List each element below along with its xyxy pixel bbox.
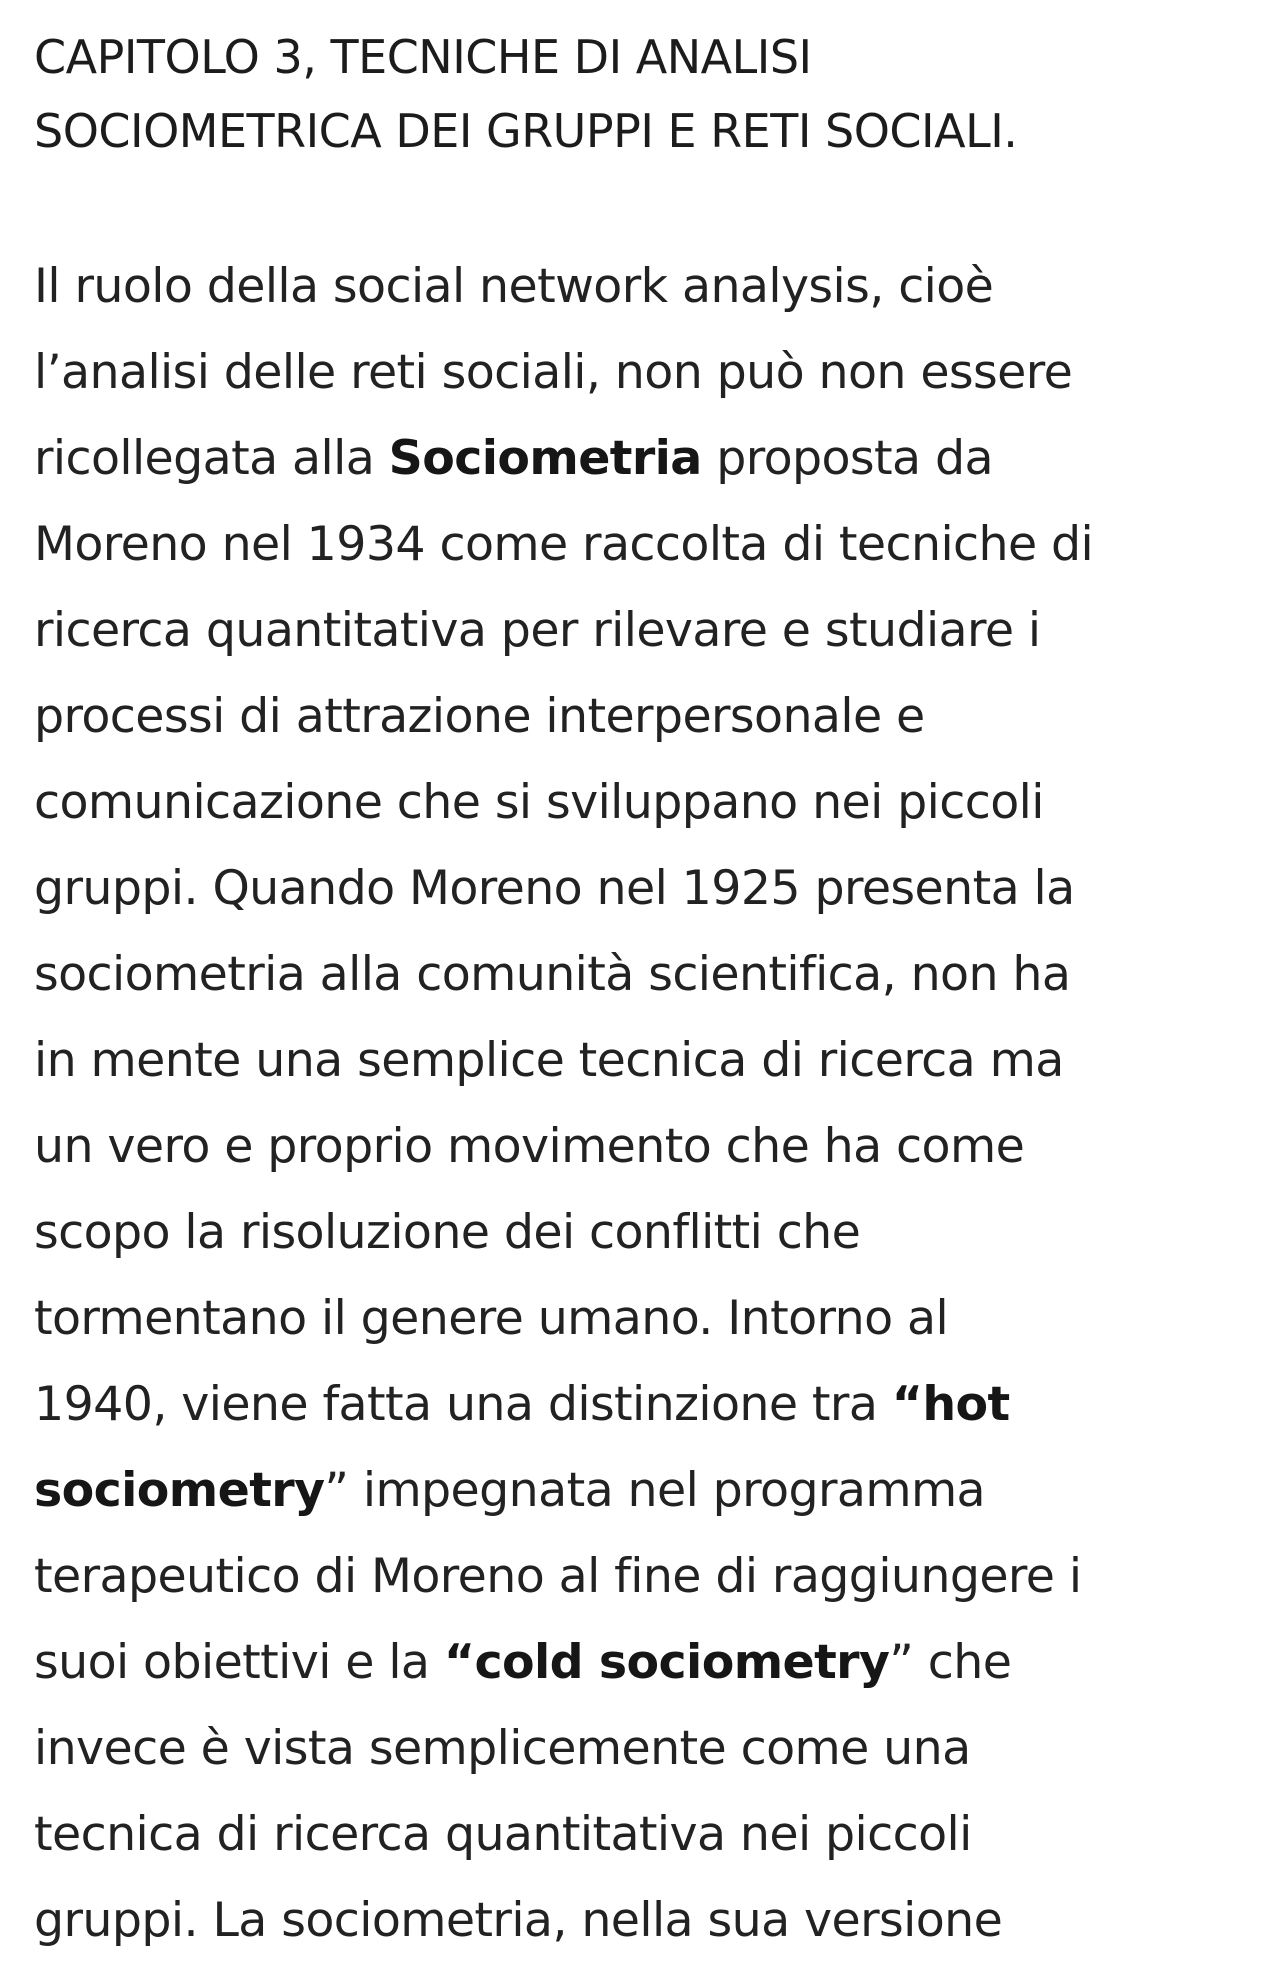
- paragraph-line: processi di attrazione interpersonale e: [34, 689, 925, 744]
- paragraph-line: sociometria alla comunità scientifica, non ha: [34, 947, 1071, 1002]
- paragraph-text: proposta da: [701, 431, 993, 486]
- chapter-title-line-1: CAPITOLO 3, TECNICHE DI ANALISI: [34, 30, 812, 84]
- paragraph-line: un vero e proprio movimento che ha come: [34, 1119, 1025, 1174]
- paragraph-line: tecnica di ricerca quantitativa nei piccoli: [34, 1807, 972, 1862]
- paragraph-line: gruppi. Quando Moreno nel 1925 presenta la: [34, 861, 1075, 916]
- paragraph-text: ” che: [889, 1635, 1012, 1690]
- paragraph-line: tormentano il genere umano. Intorno al: [34, 1291, 949, 1346]
- paragraph-line: [34, 1620, 1254, 1706]
- paragraph-line: terapeutico di Moreno al fine di raggiungere i: [34, 1549, 1082, 1604]
- paragraph-line: Moreno nel 1934 come raccolta di tecniche di: [34, 517, 1094, 572]
- paragraph-text: ricollegata alla: [34, 431, 389, 486]
- paragraph-line: ricerca quantitativa per rilevare e studiare i: [34, 603, 1041, 658]
- bold-term-hot-sociometry: “hot: [891, 1377, 1010, 1432]
- bold-term-cold-sociometry: “cold sociometry: [443, 1635, 890, 1690]
- chapter-title-line-2: SOCIOMETRICA DEI GRUPPI E RETI SOCIALI.: [34, 104, 1018, 158]
- paragraph-line: scopo la risoluzione dei conflitti che: [34, 1205, 861, 1260]
- paragraph-line: in mente una semplice tecnica di ricerca ma: [34, 1033, 1064, 1088]
- paragraph-text: suoi obiettivi e la: [34, 1635, 444, 1690]
- paragraph-text: ” impegnata nel programma: [324, 1463, 986, 1518]
- paragraph-line: [34, 1362, 1254, 1448]
- paragraph-line: l’analisi delle reti sociali, non può non essere: [34, 345, 1073, 400]
- paragraph-text: 1940, viene fatta una distinzione tra: [34, 1377, 892, 1432]
- bold-term-sociometria: Sociometria: [388, 431, 702, 486]
- paragraph-line: [34, 416, 1254, 502]
- paragraph-line: gruppi. La sociometria, nella sua versione: [34, 1893, 1003, 1948]
- paragraph-line: [34, 1448, 1254, 1534]
- paragraph-line: comunicazione che si sviluppano nei piccoli: [34, 775, 1044, 830]
- paragraph-line: Il ruolo della social network analysis, cioè: [34, 259, 994, 314]
- body-paragraph: [34, 244, 1254, 1964]
- chapter-title: [34, 20, 1234, 168]
- bold-term-hot-sociometry: sociometry: [34, 1463, 325, 1518]
- paragraph-line: invece è vista semplicemente come una: [34, 1721, 971, 1776]
